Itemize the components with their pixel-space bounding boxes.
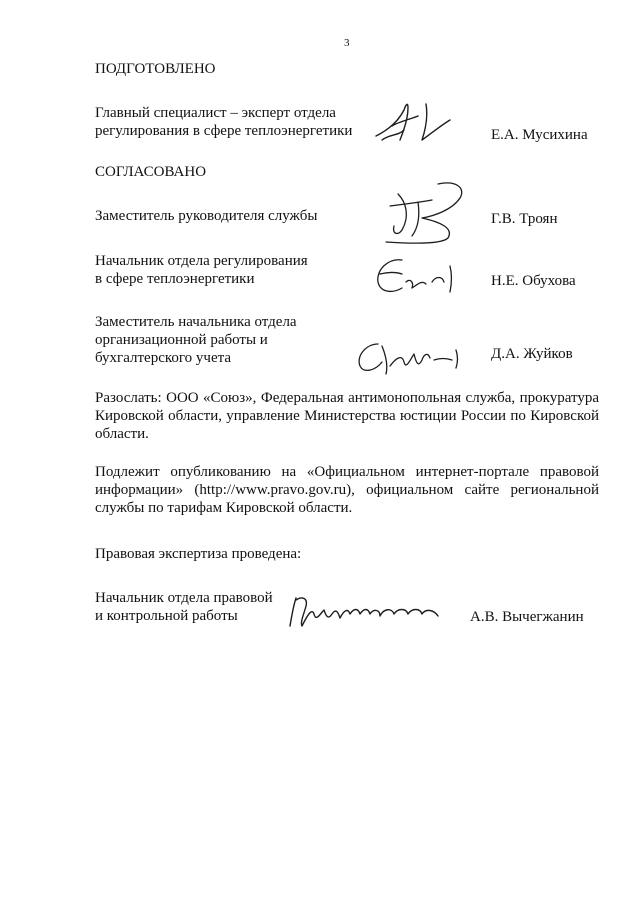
publication-text: Подлежит опубликованию на «Официальном интернет-портале правовой информации» (http://www.pravo.gov.ru), официальном сайте региональной службы по тарифам Кировской области. bbox=[95, 464, 599, 516]
distribution-text: Разослать: ООО «Союз», Федеральная антимонопольная служба, прокуратура Кировской области, управление Министерства юстиции России по Кировской области. bbox=[95, 390, 599, 442]
prepared-heading: ПОДГОТОВЛЕНО bbox=[95, 61, 216, 77]
signer-3-name: Д.А. Жуйков bbox=[491, 346, 573, 362]
signature-musikhina bbox=[368, 96, 468, 148]
prepared-position-line-2: регулирования в сфере теплоэнергетики bbox=[95, 123, 353, 139]
signature-troyan bbox=[376, 176, 472, 248]
legal-review-statement: Правовая экспертиза проведена: bbox=[95, 546, 302, 562]
legal-review-position-line-2: и контрольной работы bbox=[95, 608, 238, 624]
signer-3-position-line-2: организационной работы и bbox=[95, 332, 268, 348]
legal-review-position-line-1: Начальник отдела правовой bbox=[95, 590, 273, 606]
signature-vychegzhanin bbox=[284, 592, 444, 632]
signer-2-position-line-1: Начальник отдела регулирования bbox=[95, 253, 308, 269]
signature-obukhova bbox=[372, 252, 464, 298]
prepared-position-line-1: Главный специалист – эксперт отдела bbox=[95, 105, 336, 121]
signer-2-position-line-2: в сфере теплоэнергетики bbox=[95, 271, 255, 287]
prepared-name: Е.А. Мусихина bbox=[491, 127, 588, 143]
agreed-heading: СОГЛАСОВАНО bbox=[95, 164, 207, 180]
legal-review-name: А.В. Вычегжанин bbox=[470, 609, 584, 625]
signer-1-name: Г.В. Троян bbox=[491, 211, 558, 227]
signer-3-position-line-1: Заместитель начальника отдела bbox=[95, 314, 297, 330]
signature-zhuykov bbox=[352, 336, 482, 378]
signer-2-name: Н.Е. Обухова bbox=[491, 273, 576, 289]
signer-1-position: Заместитель руководителя службы bbox=[95, 208, 318, 224]
signer-3-position-line-3: бухгалтерского учета bbox=[95, 350, 232, 366]
page-number: 3 bbox=[344, 37, 350, 49]
